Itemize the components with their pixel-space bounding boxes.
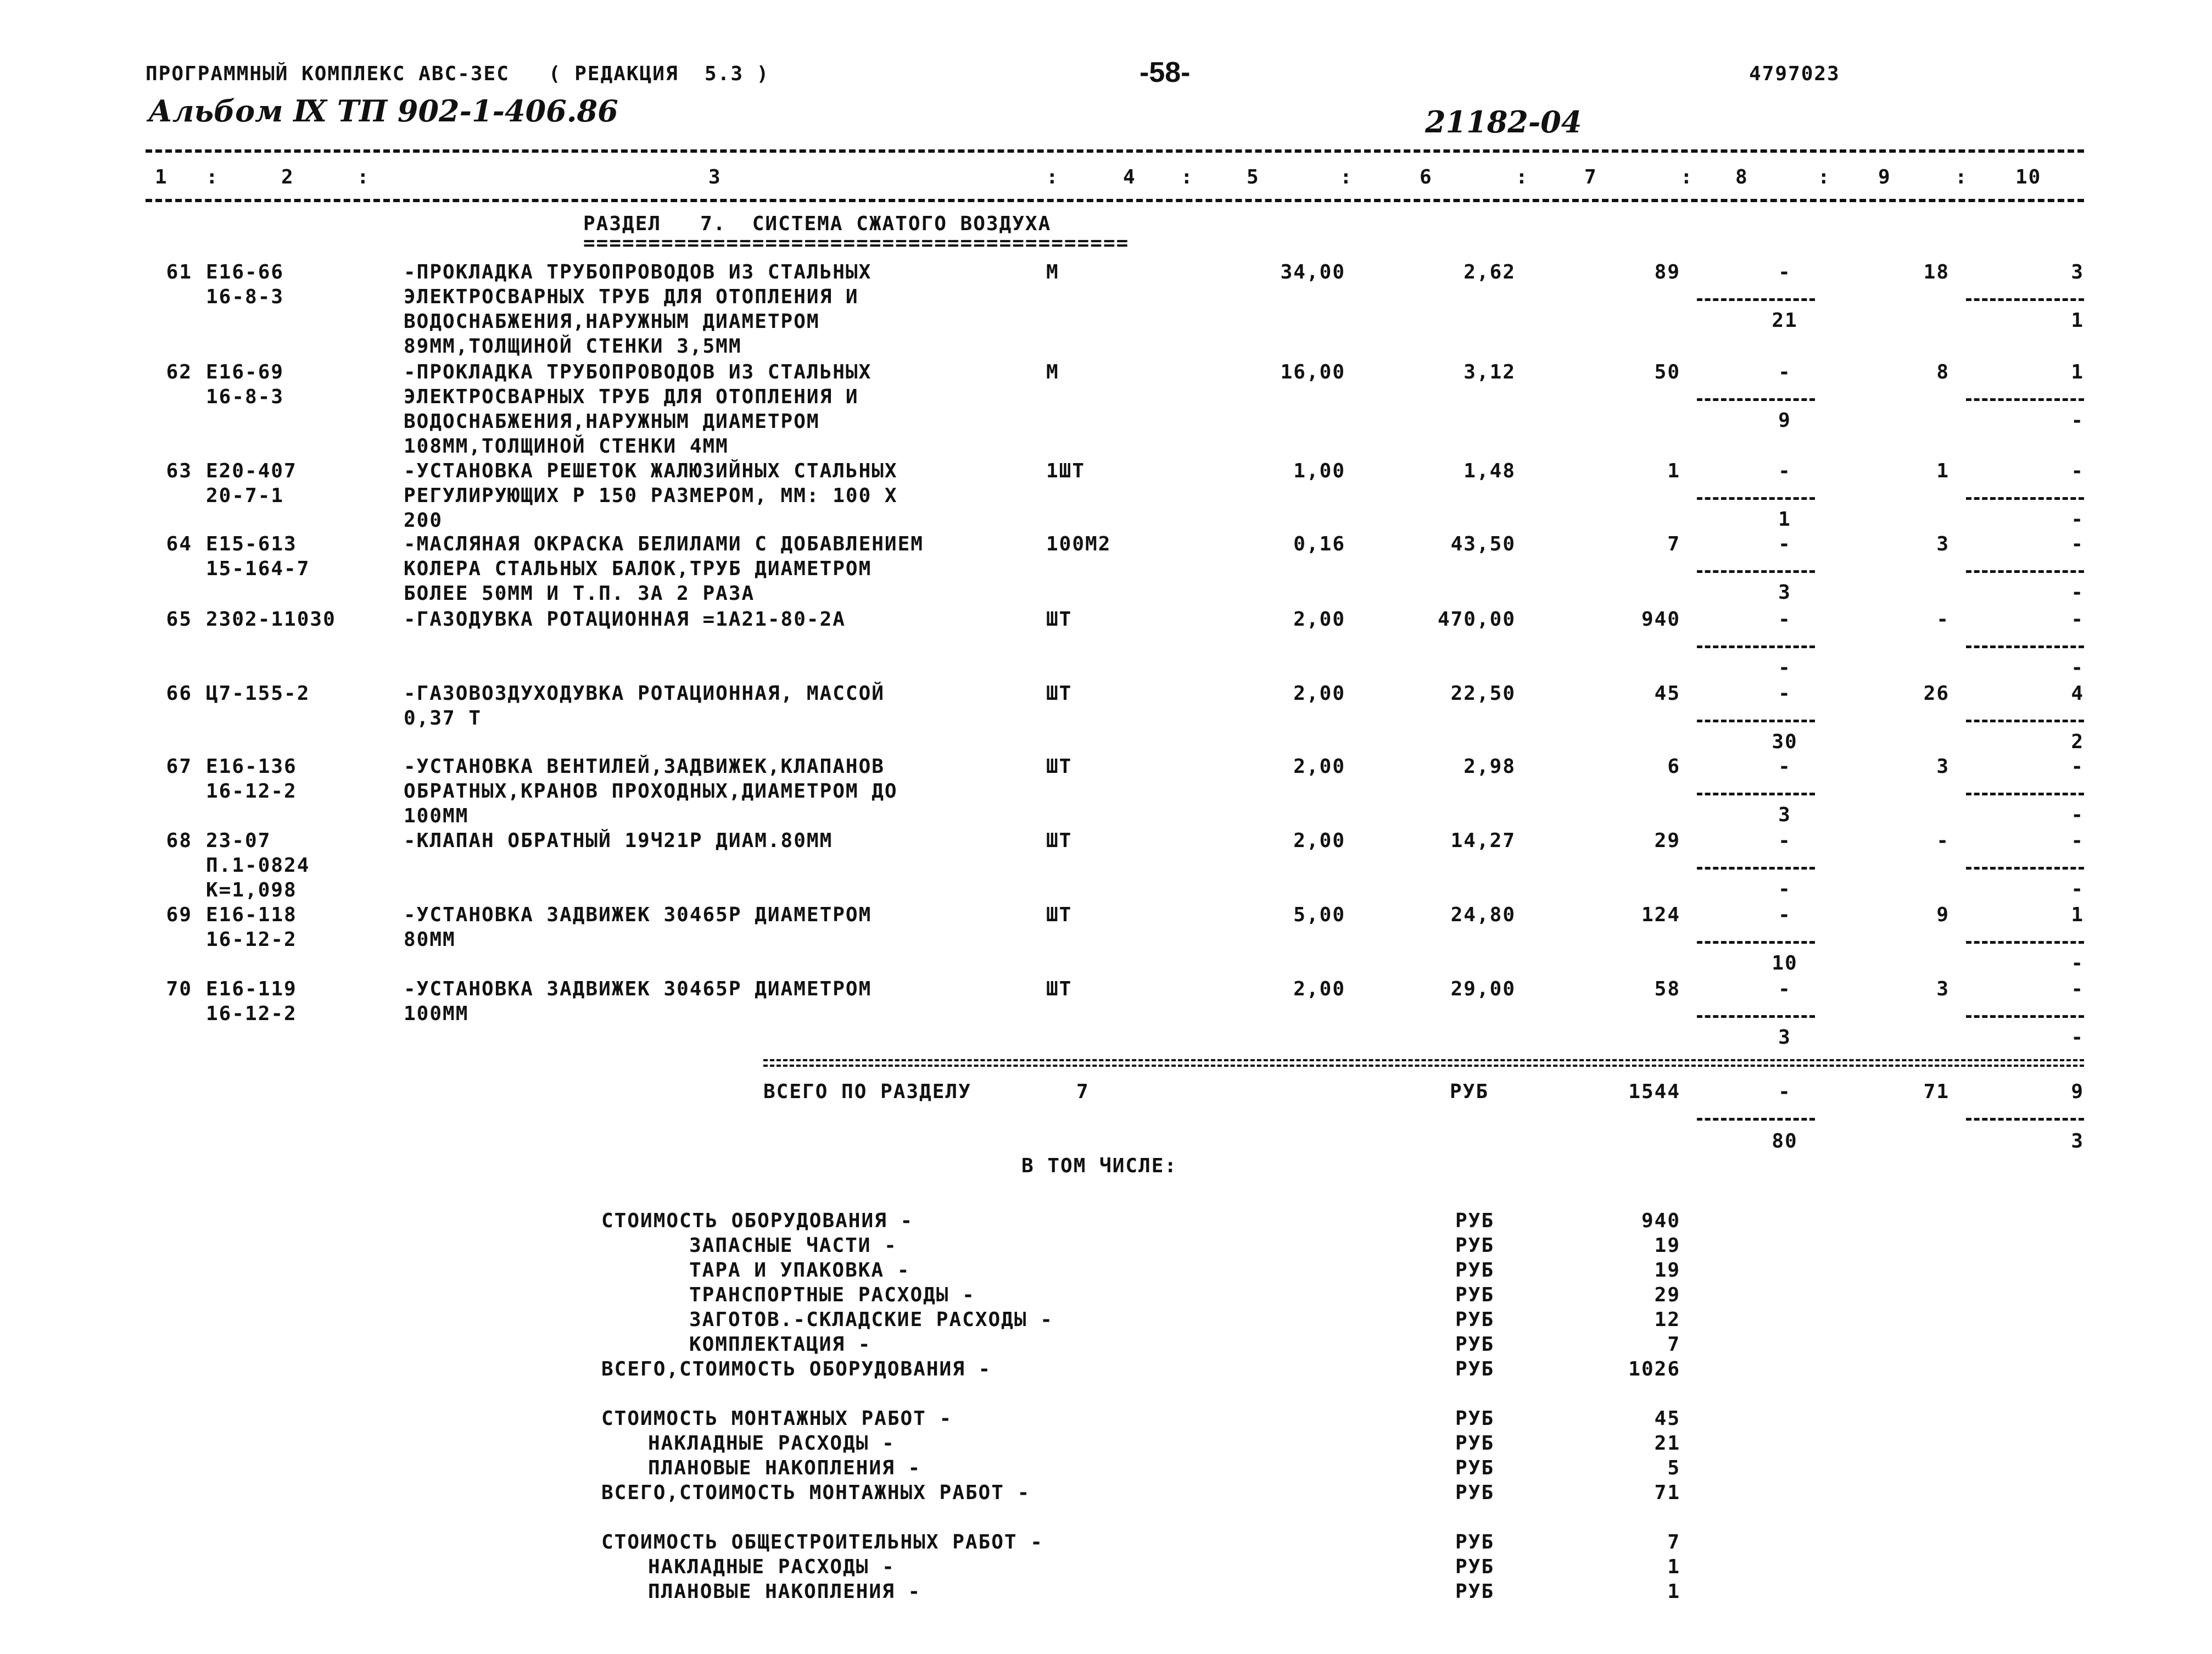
row-total: 89	[1654, 261, 1680, 283]
row-col10-fraction-line	[1966, 645, 2084, 648]
row-col8-top: -	[1778, 533, 1791, 555]
row-col10-fraction-line	[1966, 570, 2084, 573]
row-col10-top: -	[2071, 978, 2084, 1000]
row-unit: 1ШТ	[1046, 460, 1086, 482]
row-col8-bottom: 1	[1778, 508, 1791, 531]
summary-value: 5	[1667, 1457, 1680, 1479]
row-col8-top: -	[1778, 904, 1791, 926]
program-title: ПРОГРАММНЫЙ КОМПЛЕКС АВС-3ЕС ( РЕДАКЦИЯ 5.3 )	[146, 63, 770, 85]
summary-label: СТОИМОСТЬ ОБЩЕСТРОИТЕЛЬНЫХ РАБОТ -	[601, 1531, 1043, 1553]
row-unit-price: 3,12	[1464, 361, 1516, 383]
row-col10-bottom: -	[2071, 878, 2084, 900]
row-number: 67	[166, 755, 192, 778]
row-col8-top: -	[1778, 361, 1791, 383]
row-col10-top: 3	[2071, 261, 2084, 283]
row-code: Е16-66 16-8-3	[206, 261, 284, 308]
summary-unit: РУБ	[1455, 1531, 1495, 1553]
column-header-5: 5	[1247, 166, 1260, 188]
row-description: -ПРОКЛАДКА ТРУБОПРОВОДОВ ИЗ СТАЛЬНЫХ ЭЛЕКТРОСВАРНЫХ ТРУБ ДЛЯ ОТОПЛЕНИЯ И ВОДОСНАБЖЕНИЯ,НАРУЖНЫМ ДИАМЕТРОМ 108ММ,ТОЛЩИНОЙ СТЕНКИ 4ММ	[404, 361, 872, 458]
row-number: 66	[166, 682, 192, 705]
row-code: Е16-118 16-12-2	[206, 904, 297, 951]
row-col9: 3	[1936, 978, 1950, 1000]
column-header-10: 10	[2015, 166, 2042, 188]
row-quantity: 2,00	[1293, 829, 1345, 852]
row-unit-price: 43,50	[1450, 533, 1516, 555]
row-unit-price: 24,80	[1450, 904, 1516, 926]
column-separator: :	[1046, 166, 1059, 188]
row-quantity: 2,00	[1293, 978, 1345, 1000]
row-quantity: 16,00	[1280, 361, 1345, 383]
summary-value: 12	[1654, 1308, 1680, 1331]
row-col10-bottom: -	[2071, 804, 2084, 826]
row-col9: 1	[1936, 460, 1950, 482]
page-number: -58-	[1139, 57, 1191, 88]
row-unit: ШТ	[1046, 682, 1073, 705]
row-col8-fraction-line	[1697, 720, 1815, 722]
summary-unit: РУБ	[1455, 1482, 1495, 1504]
row-unit-price: 2,98	[1464, 755, 1516, 778]
header-top-rule	[146, 149, 2084, 153]
row-total: 45	[1654, 682, 1680, 705]
row-description: -УСТАНОВКА ЗАДВИЖЕК 30465Р ДИАМЕТРОМ 100ММ	[404, 978, 872, 1025]
column-separator: :	[1340, 166, 1353, 188]
column-separator: :	[357, 166, 370, 188]
total-col8-bottom: 80	[1772, 1130, 1798, 1152]
row-code: Ц7-155-2	[206, 682, 310, 705]
summary-unit: РУБ	[1455, 1308, 1495, 1331]
summary-unit: РУБ	[1455, 1358, 1495, 1380]
summary-label: ВСЕГО,СТОИМОСТЬ ОБОРУДОВАНИЯ -	[601, 1358, 992, 1380]
row-number: 70	[166, 978, 192, 1000]
row-code: 23-07 П.1-0824 К=1,098	[206, 829, 310, 901]
row-col8-bottom: -	[1778, 656, 1791, 679]
row-number: 61	[166, 261, 192, 283]
row-description: -ПРОКЛАДКА ТРУБОПРОВОДОВ ИЗ СТАЛЬНЫХ ЭЛЕКТРОСВАРНЫХ ТРУБ ДЛЯ ОТОПЛЕНИЯ И ВОДОСНАБЖЕНИЯ,НАРУЖНЫМ ДИАМЕТРОМ 89ММ,ТОЛЩИНОЙ СТЕНКИ 3,5ММ	[404, 261, 872, 358]
row-col9: -	[1936, 829, 1950, 852]
row-col10-fraction-line	[1966, 720, 2084, 722]
row-col10-bottom: -	[2071, 1026, 2084, 1049]
row-col9: 9	[1936, 904, 1950, 926]
row-unit: М	[1046, 261, 1059, 283]
column-separator: :	[1181, 166, 1194, 188]
row-total: 940	[1641, 608, 1680, 631]
column-header-2: 2	[281, 166, 294, 188]
row-code: Е16-119 16-12-2	[206, 978, 297, 1025]
summary-label: ВСЕГО,СТОИМОСТЬ МОНТАЖНЫХ РАБОТ -	[601, 1482, 1031, 1504]
row-total: 58	[1654, 978, 1680, 1000]
summary-unit: РУБ	[1455, 1407, 1495, 1430]
row-col10-bottom: -	[2071, 952, 2084, 974]
row-col10-fraction-line	[1966, 1015, 2084, 1018]
total-col10-bottom: 3	[2071, 1130, 2084, 1152]
summary-value: 19	[1654, 1259, 1680, 1282]
row-number: 63	[166, 460, 192, 482]
summary-unit: РУБ	[1455, 1284, 1495, 1306]
summary-value: 1026	[1628, 1358, 1680, 1380]
row-col8-top: -	[1778, 755, 1791, 778]
summary-label: КОМПЛЕКТАЦИЯ -	[689, 1333, 872, 1356]
row-col9: 8	[1936, 361, 1950, 383]
row-col10-fraction-line	[1966, 298, 2084, 301]
row-col10-fraction-line	[1966, 941, 2084, 944]
summary-label: ТАРА И УПАКОВКА -	[689, 1259, 911, 1282]
total-section: 7	[1076, 1081, 1090, 1103]
row-col10-top: -	[2071, 829, 2084, 852]
summary-unit: РУБ	[1455, 1259, 1495, 1282]
row-code: 2302-11030	[206, 608, 336, 631]
row-col10-top: -	[2071, 533, 2084, 555]
row-col10-top: -	[2071, 608, 2084, 631]
row-col8-bottom: 10	[1772, 952, 1798, 974]
row-unit: 100М2	[1046, 533, 1111, 555]
row-col9: 18	[1923, 261, 1950, 283]
total-col10-fraction-line	[1966, 1118, 2084, 1121]
summary-value: 45	[1654, 1407, 1680, 1430]
row-col8-bottom: 30	[1772, 731, 1798, 753]
row-col10-top: 1	[2071, 361, 2084, 383]
summary-label: ПЛАНОВЫЕ НАКОПЛЕНИЯ -	[648, 1457, 921, 1479]
row-description: -УСТАНОВКА ЗАДВИЖЕК 30465Р ДИАМЕТРОМ 80ММ	[404, 904, 872, 951]
row-col8-fraction-line	[1697, 941, 1815, 944]
total-double-rule	[763, 1059, 2084, 1067]
row-col10-bottom: 2	[2071, 731, 2084, 753]
row-col10-bottom: 1	[2071, 309, 2084, 332]
row-col8-top: -	[1778, 682, 1791, 705]
row-col8-bottom: -	[1778, 878, 1791, 900]
summary-label: НАКЛАДНЫЕ РАСХОДЫ -	[648, 1432, 895, 1455]
row-unit: ШТ	[1046, 978, 1073, 1000]
total-col10-top: 9	[2071, 1081, 2084, 1103]
row-unit: ШТ	[1046, 829, 1073, 852]
row-quantity: 2,00	[1293, 682, 1345, 705]
row-quantity: 0,16	[1293, 533, 1345, 555]
column-header-1: 1	[155, 166, 168, 188]
row-col8-fraction-line	[1697, 645, 1815, 648]
summary-unit: РУБ	[1455, 1556, 1495, 1578]
summary-value: 71	[1654, 1482, 1680, 1504]
total-unit: РУБ	[1450, 1081, 1489, 1103]
row-col8-fraction-line	[1697, 793, 1815, 795]
summary-value: 19	[1654, 1234, 1680, 1257]
row-col10-top: 1	[2071, 904, 2084, 926]
row-quantity: 5,00	[1293, 904, 1345, 926]
row-unit: ШТ	[1046, 755, 1073, 778]
row-col8-fraction-line	[1697, 398, 1815, 401]
row-col9: 3	[1936, 755, 1950, 778]
row-number: 62	[166, 361, 192, 383]
row-col8-bottom: 3	[1778, 1026, 1791, 1049]
total-col8-fraction-line	[1697, 1118, 1815, 1121]
row-col10-bottom: -	[2071, 508, 2084, 531]
section-title: РАЗДЕЛ 7. СИСТЕМА СЖАТОГО ВОЗДУХА	[583, 213, 1052, 235]
column-separator: :	[206, 166, 219, 188]
section-underline: ==========================================	[583, 232, 1130, 254]
column-header-7: 7	[1584, 166, 1597, 188]
row-col8-top: -	[1778, 978, 1791, 1000]
row-col8-fraction-line	[1697, 298, 1815, 301]
row-col8-top: -	[1778, 460, 1791, 482]
row-description: -ГАЗОВОЗДУХОДУВКА РОТАЦИОННАЯ, МАССОЙ 0,37 Т	[404, 682, 885, 729]
row-code: Е20-407 20-7-1	[206, 460, 297, 507]
row-description: -КЛАПАН ОБРАТНЫЙ 19Ч21Р ДИАМ.80ММ	[404, 829, 833, 852]
row-col8-bottom: 21	[1772, 309, 1798, 332]
including-label: В ТОМ ЧИСЛЕ:	[1021, 1155, 1178, 1177]
summary-value: 21	[1654, 1432, 1680, 1455]
row-description: -УСТАНОВКА РЕШЕТОК ЖАЛЮЗИЙНЫХ СТАЛЬНЫХ РЕГУЛИРУЮЩИХ Р 150 РАЗМЕРОМ, ММ: 100 Х 200	[404, 460, 898, 532]
summary-label: ЗАГОТОВ.-СКЛАДСКИЕ РАСХОДЫ -	[689, 1308, 1053, 1331]
row-col10-fraction-line	[1966, 867, 2084, 870]
total-value: 1544	[1628, 1081, 1680, 1103]
row-total: 7	[1667, 533, 1680, 555]
row-col9: 26	[1923, 682, 1950, 705]
summary-unit: РУБ	[1455, 1234, 1495, 1257]
row-unit: М	[1046, 361, 1059, 383]
row-col8-bottom: 9	[1778, 409, 1791, 432]
summary-unit: РУБ	[1455, 1457, 1495, 1479]
row-unit-price: 2,62	[1464, 261, 1516, 283]
total-col9: 71	[1923, 1081, 1950, 1103]
row-col8-fraction-line	[1697, 497, 1815, 500]
row-col10-fraction-line	[1966, 793, 2084, 795]
row-unit-price: 29,00	[1450, 978, 1516, 1000]
row-description: -УСТАНОВКА ВЕНТИЛЕЙ,ЗАДВИЖЕК,КЛАПАНОВ ОБРАТНЫХ,КРАНОВ ПРОХОДНЫХ,ДИАМЕТРОМ ДО 100ММ	[404, 755, 898, 827]
summary-label: ПЛАНОВЫЕ НАКОПЛЕНИЯ -	[648, 1580, 921, 1603]
summary-label: НАКЛАДНЫЕ РАСХОДЫ -	[648, 1556, 895, 1578]
total-col8-top: -	[1778, 1081, 1791, 1103]
row-quantity: 2,00	[1293, 608, 1345, 631]
row-unit-price: 1,48	[1464, 460, 1516, 482]
column-header-4: 4	[1123, 166, 1136, 188]
total-label: ВСЕГО ПО РАЗДЕЛУ	[763, 1081, 971, 1103]
row-total: 50	[1654, 361, 1680, 383]
summary-value: 7	[1667, 1531, 1680, 1553]
row-col10-fraction-line	[1966, 398, 2084, 401]
row-quantity: 34,00	[1280, 261, 1345, 283]
album-handwritten: Альбом Ⅸ ТП 902-1-406.86	[148, 93, 618, 129]
row-col9: 3	[1936, 533, 1950, 555]
summary-label: СТОИМОСТЬ ОБОРУДОВАНИЯ -	[601, 1210, 914, 1232]
summary-unit: РУБ	[1455, 1333, 1495, 1356]
row-unit-price: 22,50	[1450, 682, 1516, 705]
document-number: 4797023	[1749, 63, 1840, 85]
summary-label: СТОИМОСТЬ МОНТАЖНЫХ РАБОТ -	[601, 1407, 953, 1430]
row-total: 29	[1654, 829, 1680, 852]
row-description: -ГАЗОДУВКА РОТАЦИОННАЯ =1А21-80-2А	[404, 608, 846, 631]
column-header-8: 8	[1735, 166, 1749, 188]
row-code: Е16-136 16-12-2	[206, 755, 297, 803]
row-quantity: 2,00	[1293, 755, 1345, 778]
row-quantity: 1,00	[1293, 460, 1345, 482]
row-col8-bottom: 3	[1778, 804, 1791, 826]
row-col10-top: -	[2071, 460, 2084, 482]
column-header-9: 9	[1878, 166, 1891, 188]
summary-value: 1	[1667, 1580, 1680, 1603]
summary-unit: РУБ	[1455, 1210, 1495, 1232]
row-col8-top: -	[1778, 829, 1791, 852]
row-unit-price: 14,27	[1450, 829, 1516, 852]
row-unit: ШТ	[1046, 904, 1073, 926]
row-col8-fraction-line	[1697, 570, 1815, 573]
row-unit-price: 470,00	[1437, 608, 1516, 631]
summary-value: 1	[1667, 1556, 1680, 1578]
row-total: 1	[1667, 460, 1680, 482]
row-unit: ШТ	[1046, 608, 1073, 631]
row-number: 64	[166, 533, 192, 555]
row-col10-bottom: -	[2071, 656, 2084, 679]
summary-label: ЗАПАСНЫЕ ЧАСТИ -	[689, 1234, 897, 1257]
column-separator: :	[1680, 166, 1694, 188]
code-handwritten: 21182-04	[1425, 104, 1582, 140]
row-col8-fraction-line	[1697, 1015, 1815, 1018]
column-separator: :	[1955, 166, 1968, 188]
summary-label: ТРАНСПОРТНЫЕ РАСХОДЫ -	[689, 1284, 975, 1306]
column-separator: :	[1516, 166, 1529, 188]
row-col10-bottom: -	[2071, 581, 2084, 604]
row-col10-bottom: -	[2071, 409, 2084, 432]
row-col8-bottom: 3	[1778, 581, 1791, 604]
row-col8-top: -	[1778, 608, 1791, 631]
row-col8-top: -	[1778, 261, 1791, 283]
column-header-6: 6	[1420, 166, 1433, 188]
row-col10-top: 4	[2071, 682, 2084, 705]
summary-value: 7	[1667, 1333, 1680, 1356]
header-bottom-rule	[146, 199, 2084, 202]
row-total: 124	[1641, 904, 1680, 926]
column-separator: :	[1818, 166, 1831, 188]
row-col10-top: -	[2071, 755, 2084, 778]
summary-value: 29	[1654, 1284, 1680, 1306]
row-code: Е15-613 15-164-7	[206, 533, 310, 580]
row-col8-fraction-line	[1697, 867, 1815, 870]
row-col10-fraction-line	[1966, 497, 2084, 500]
row-total: 6	[1667, 755, 1680, 778]
column-header-3: 3	[708, 166, 722, 188]
row-col9: -	[1936, 608, 1950, 631]
summary-unit: РУБ	[1455, 1432, 1495, 1455]
row-number: 68	[166, 829, 192, 852]
summary-value: 940	[1641, 1210, 1680, 1232]
row-number: 65	[166, 608, 192, 631]
summary-unit: РУБ	[1455, 1580, 1495, 1603]
row-number: 69	[166, 904, 192, 926]
row-code: Е16-69 16-8-3	[206, 361, 284, 408]
row-description: -МАСЛЯНАЯ ОКРАСКА БЕЛИЛАМИ С ДОБАВЛЕНИЕМ КОЛЕРА СТАЛЬНЫХ БАЛОК,ТРУБ ДИАМЕТРОМ БОЛЕЕ 50ММ И Т.П. ЗА 2 РАЗА	[404, 533, 924, 605]
